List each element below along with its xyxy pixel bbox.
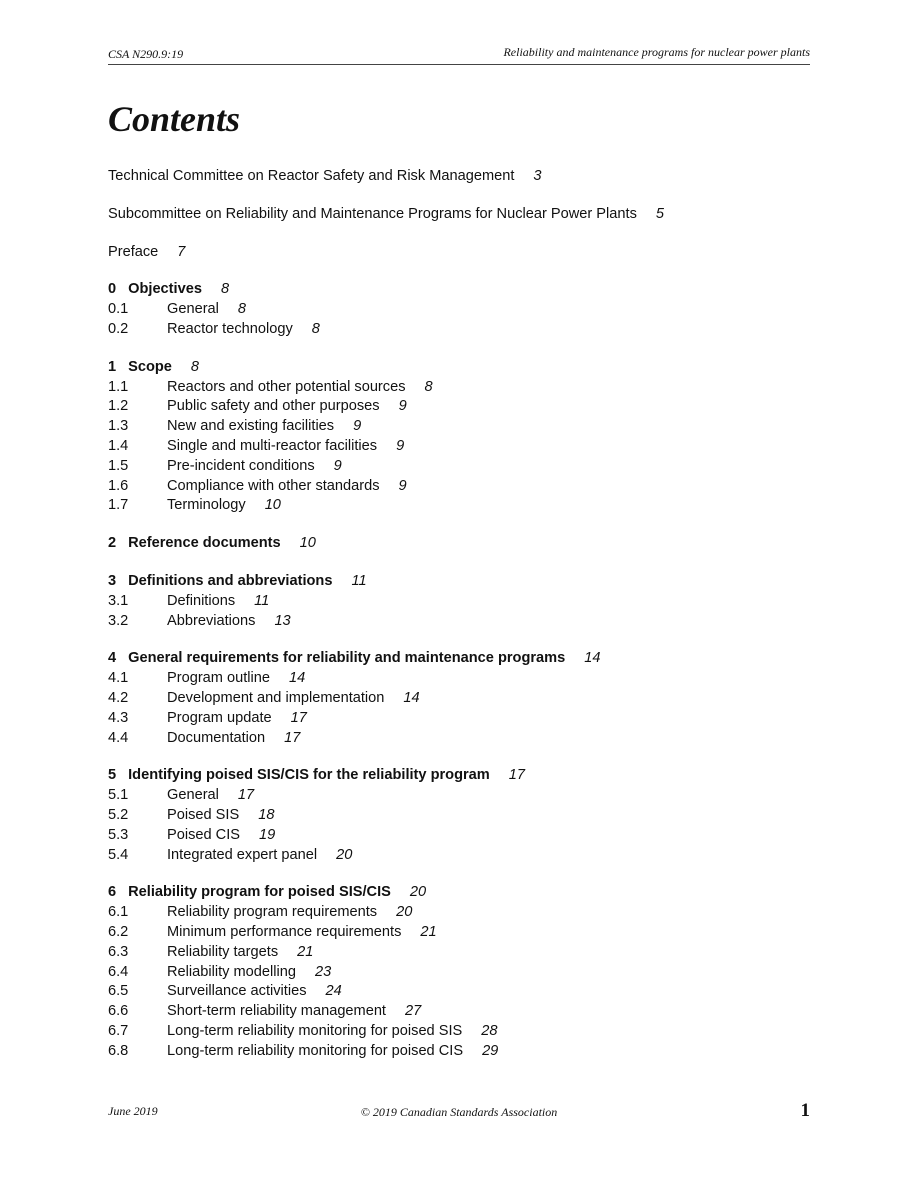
toc-subclause-title: General bbox=[167, 301, 219, 318]
toc-gap bbox=[108, 340, 828, 358]
toc-subclause bbox=[108, 320, 828, 340]
toc-gap bbox=[108, 554, 828, 572]
toc-page-number: 13 bbox=[274, 612, 291, 629]
header-rule bbox=[108, 64, 810, 65]
toc-subclause-number: 3.1 bbox=[108, 592, 129, 609]
toc-page-number: 8 bbox=[311, 320, 320, 337]
toc-subclause bbox=[108, 826, 828, 846]
toc-page-number: 8 bbox=[220, 281, 230, 298]
toc-page-number: 8 bbox=[190, 358, 200, 375]
toc-subclause-number: 6.3 bbox=[108, 943, 129, 960]
toc-page-number: 20 bbox=[336, 846, 353, 863]
toc-subclause-number: 6.8 bbox=[108, 1042, 129, 1059]
toc-clause bbox=[108, 534, 828, 554]
toc-entry bbox=[108, 205, 828, 225]
toc-entry-title: Preface bbox=[108, 243, 159, 260]
toc-clause-title: Identifying poised SIS/CIS for the reliability program bbox=[128, 767, 490, 784]
toc-subclause-number: 6.6 bbox=[108, 1003, 129, 1020]
toc-subclause-title: New and existing facilities bbox=[167, 418, 335, 435]
toc-page-number: 14 bbox=[403, 689, 420, 706]
toc-page-number: 17 bbox=[508, 767, 526, 784]
toc-gap bbox=[108, 187, 828, 205]
toc-subclause bbox=[108, 417, 828, 437]
toc-subclause-title: Pre-incident conditions bbox=[167, 457, 315, 474]
toc-subclause-number: 1.2 bbox=[108, 398, 129, 415]
footer-page-number: 1 bbox=[800, 1100, 810, 1121]
toc-clause bbox=[108, 572, 828, 592]
toc-subclause-title: Documentation bbox=[167, 729, 266, 746]
toc-subclause bbox=[108, 963, 828, 983]
toc-page-number: 8 bbox=[237, 301, 247, 318]
toc-clause-title: Objectives bbox=[128, 281, 202, 298]
toc-page-number: 20 bbox=[396, 904, 413, 921]
toc-subclause-number: 6.4 bbox=[108, 963, 129, 980]
toc-subclause-title: Long-term reliability monitoring for poised CIS bbox=[167, 1042, 464, 1059]
toc-subclause-number: 5.3 bbox=[108, 826, 129, 843]
toc-clause-title: Reliability program for poised SIS/CIS bbox=[128, 884, 391, 901]
toc-subclause-number: 4.4 bbox=[108, 729, 129, 746]
toc-subclause-number: 4.2 bbox=[108, 689, 129, 706]
toc-subclause-number: 4.3 bbox=[108, 709, 129, 726]
toc-page-number: 29 bbox=[482, 1042, 499, 1059]
toc-subclause bbox=[108, 709, 828, 729]
toc-subclause bbox=[108, 477, 828, 497]
toc-page-number: 9 bbox=[333, 457, 342, 474]
toc-page-number: 27 bbox=[405, 1003, 422, 1020]
toc-subclause bbox=[108, 1002, 828, 1022]
toc-page-number: 14 bbox=[289, 670, 306, 687]
toc-subclause bbox=[108, 592, 828, 612]
toc-subclause-title: Reactors and other potential sources bbox=[167, 378, 406, 395]
toc-clause-title: General requirements for reliability and maintenance programs bbox=[128, 650, 566, 667]
toc-subclause-number: 3.2 bbox=[108, 612, 129, 629]
toc-page-number: 20 bbox=[409, 884, 427, 901]
toc-page-number: 3 bbox=[533, 168, 542, 184]
toc-subclause-number: 6.2 bbox=[108, 923, 129, 940]
toc-subclause-number: 1.4 bbox=[108, 437, 129, 454]
toc-subclause bbox=[108, 806, 828, 826]
toc-subclause-title: Single and multi-reactor facilities bbox=[167, 437, 378, 454]
toc-subclause-number: 1.6 bbox=[108, 477, 129, 494]
toc-subclause bbox=[108, 1042, 828, 1062]
toc-page-number: 14 bbox=[584, 650, 601, 667]
toc-clause-number: 1 bbox=[108, 358, 117, 375]
toc-subclause bbox=[108, 786, 828, 806]
toc-subclause bbox=[108, 903, 828, 923]
toc-subclause-number: 0.2 bbox=[108, 320, 129, 337]
toc-page-number: 9 bbox=[353, 418, 362, 435]
toc-subclause-number: 0.1 bbox=[108, 301, 129, 318]
toc-page-number: 17 bbox=[284, 729, 301, 746]
toc-clause bbox=[108, 358, 828, 378]
toc-subclause bbox=[108, 496, 828, 516]
toc-subclause bbox=[108, 982, 828, 1002]
toc-clause-number: 4 bbox=[108, 650, 117, 667]
header-document-id: CSA N290.9:19 bbox=[108, 47, 184, 61]
toc-subclause-title: Minimum performance requirements bbox=[167, 923, 402, 940]
toc-entry-title: Technical Committee on Reactor Safety and Risk Management bbox=[108, 168, 515, 184]
toc-subclause-title: Poised CIS bbox=[167, 826, 241, 843]
toc-subclause-title: Terminology bbox=[167, 497, 246, 514]
toc-clause-number: 6 bbox=[108, 884, 117, 901]
toc-subclause-title: Program update bbox=[167, 709, 272, 726]
footer-copyright: © 2019 Canadian Standards Association bbox=[360, 1105, 558, 1119]
toc-subclause-title: Reliability program requirements bbox=[167, 904, 378, 921]
toc-subclause-number: 6.7 bbox=[108, 1022, 129, 1039]
toc-entry bbox=[108, 243, 828, 263]
toc-page-number: 11 bbox=[254, 592, 270, 609]
toc-subclause-number: 5.4 bbox=[108, 846, 129, 863]
toc-page-number: 9 bbox=[396, 437, 405, 454]
toc-subclause bbox=[108, 612, 828, 632]
toc-page-number: 23 bbox=[314, 963, 332, 980]
toc-subclause-title: Reliability targets bbox=[167, 943, 279, 960]
toc-gap bbox=[108, 262, 828, 280]
toc-page-number: 24 bbox=[325, 983, 342, 1000]
toc-subclause-number: 1.7 bbox=[108, 497, 129, 514]
toc-clause-number: 2 bbox=[108, 535, 117, 552]
toc-clause-number: 0 bbox=[108, 281, 117, 298]
toc-subclause-number: 4.1 bbox=[108, 670, 129, 687]
toc-page-number: 7 bbox=[177, 243, 186, 260]
toc-page-number: 11 bbox=[351, 572, 367, 589]
toc-subclause-title: Public safety and other purposes bbox=[167, 398, 380, 415]
toc-subclause-number: 1.3 bbox=[108, 418, 129, 435]
toc-subclause-title: Poised SIS bbox=[167, 806, 240, 823]
toc-subclause-title: Reliability modelling bbox=[167, 963, 296, 980]
toc-clause-number: 3 bbox=[108, 572, 117, 589]
toc-page-number: 17 bbox=[237, 787, 255, 804]
toc-page-number: 28 bbox=[481, 1022, 498, 1039]
toc-subclause-number: 5.1 bbox=[108, 787, 129, 804]
toc-clause-title: Scope bbox=[128, 358, 172, 375]
toc-clause bbox=[108, 280, 828, 300]
toc-entry-title: Subcommittee on Reliability and Maintenance Programs for Nuclear Power Plants bbox=[108, 205, 637, 222]
toc-subclause-title: Program outline bbox=[167, 670, 271, 687]
toc-subclause bbox=[108, 689, 828, 709]
toc-subclause-title: Definitions bbox=[167, 592, 236, 609]
toc-gap bbox=[108, 516, 828, 534]
toc-page-number: 18 bbox=[258, 806, 275, 823]
toc-gap bbox=[108, 748, 828, 766]
table-of-contents bbox=[108, 167, 828, 1061]
toc-subclause-title: Abbreviations bbox=[167, 612, 256, 629]
toc-gap bbox=[108, 865, 828, 883]
toc-subclause-number: 5.2 bbox=[108, 806, 129, 823]
toc-subclause bbox=[108, 437, 828, 457]
toc-subclause-number: 6.1 bbox=[108, 904, 129, 921]
toc-subclause-title: Short-term reliability management bbox=[167, 1003, 386, 1020]
toc-subclause-title: Long-term reliability monitoring for poised SIS bbox=[167, 1022, 463, 1039]
toc-subclause-number: 1.1 bbox=[108, 378, 129, 395]
toc-page-number: 9 bbox=[398, 477, 407, 494]
toc-page-number: 10 bbox=[264, 497, 281, 514]
toc-subclause bbox=[108, 943, 828, 963]
toc-page-number: 8 bbox=[424, 378, 433, 395]
toc-page-number: 10 bbox=[299, 535, 316, 552]
toc-page-number: 21 bbox=[420, 923, 437, 940]
toc-subclause bbox=[108, 669, 828, 689]
toc-subclause-title: General bbox=[167, 787, 219, 804]
toc-clause-title: Reference documents bbox=[128, 535, 281, 552]
toc-subclause bbox=[108, 846, 828, 866]
toc-gap bbox=[108, 225, 828, 243]
toc-page-number: 19 bbox=[259, 826, 276, 843]
toc-subclause-title: Development and implementation bbox=[167, 689, 385, 706]
toc-gap bbox=[108, 631, 828, 649]
toc-clause bbox=[108, 766, 828, 786]
toc-subclause bbox=[108, 1022, 828, 1042]
toc-subclause bbox=[108, 457, 828, 477]
toc-subclause-title: Integrated expert panel bbox=[167, 846, 318, 863]
toc-page-number: 21 bbox=[297, 943, 314, 960]
toc-subclause-number: 1.5 bbox=[108, 457, 129, 474]
toc-subclause-title: Surveillance activities bbox=[167, 983, 307, 1000]
toc-entry bbox=[108, 167, 828, 187]
toc-subclause bbox=[108, 300, 828, 320]
toc-clause-title: Definitions and abbreviations bbox=[128, 572, 333, 589]
toc-subclause bbox=[108, 729, 828, 749]
page-title: Contents bbox=[108, 99, 241, 139]
toc-page-number: 5 bbox=[655, 205, 664, 222]
toc-subclause bbox=[108, 923, 828, 943]
header-document-title: Reliability and maintenance programs for nuclear power plants bbox=[503, 45, 810, 59]
toc-subclause bbox=[108, 378, 828, 398]
toc-clause bbox=[108, 649, 828, 669]
footer-date: June 2019 bbox=[108, 1104, 158, 1118]
toc-subclause-title: Reactor technology bbox=[167, 320, 293, 337]
toc-page-number: 17 bbox=[290, 709, 307, 726]
toc-clause bbox=[108, 883, 828, 903]
toc-subclause-title: Compliance with other standards bbox=[167, 477, 380, 494]
toc-clause-number: 5 bbox=[108, 767, 117, 784]
toc-subclause bbox=[108, 397, 828, 417]
toc-subclause-number: 6.5 bbox=[108, 983, 129, 1000]
toc-page-number: 9 bbox=[398, 398, 407, 415]
